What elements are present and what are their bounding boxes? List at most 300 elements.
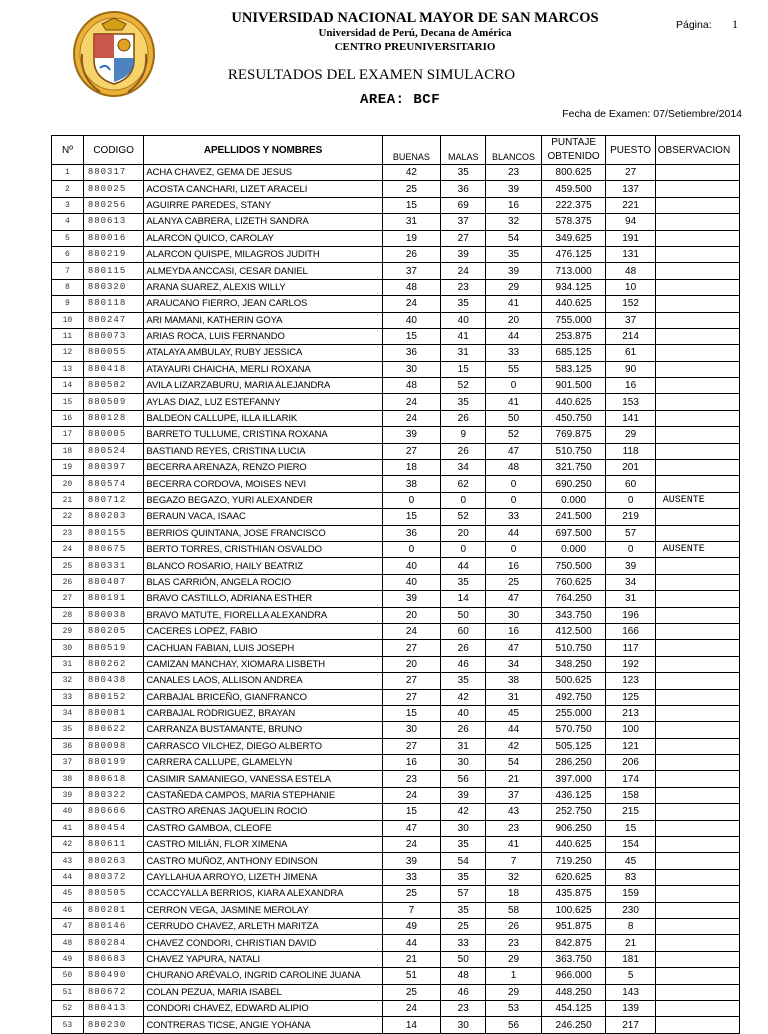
table-row	[52, 705, 740, 721]
row-blancos: 38	[486, 673, 541, 689]
row-blancos: 37	[486, 787, 541, 803]
row-puesto: 5	[606, 968, 655, 984]
row-buenas: 20	[382, 656, 441, 672]
header-blancos: BLANCOS	[486, 137, 541, 165]
row-code: 880199	[83, 755, 144, 771]
row-number: 5	[52, 230, 84, 246]
row-name: BASTIAND REYES, CRISTINA LUCIA	[144, 443, 382, 459]
row-puntaje: 440.625	[541, 296, 606, 312]
table-row	[52, 656, 740, 672]
row-name: ALMEYDA ANCCASI, CESAR DANIEL	[144, 263, 382, 279]
row-number: 44	[52, 869, 84, 885]
row-number: 13	[52, 361, 84, 377]
row-observacion	[655, 902, 739, 918]
row-code: 880490	[83, 968, 144, 984]
row-name: CAMIZAN MANCHAY, XIOMARA LISBETH	[144, 656, 382, 672]
row-number: 49	[52, 951, 84, 967]
row-observacion	[655, 787, 739, 803]
row-name: BLAS CARRIÓN, ANGELA ROCIO	[144, 574, 382, 590]
row-code: 880519	[83, 640, 144, 656]
table-row	[52, 935, 740, 951]
header-code: CODIGO	[83, 136, 144, 165]
table-row	[52, 722, 740, 738]
row-number: 46	[52, 902, 84, 918]
row-puesto: 159	[606, 886, 655, 902]
row-observacion	[655, 214, 739, 230]
row-number: 6	[52, 246, 84, 262]
table-row	[52, 378, 740, 394]
row-number: 50	[52, 968, 84, 984]
row-blancos: 33	[486, 345, 541, 361]
row-puntaje: 348.250	[541, 656, 606, 672]
row-malas: 35	[441, 673, 486, 689]
row-malas: 60	[441, 623, 486, 639]
row-number: 15	[52, 394, 84, 410]
row-blancos: 56	[486, 1017, 541, 1033]
table-row	[52, 427, 740, 443]
row-observacion	[655, 1000, 739, 1016]
table-row	[52, 607, 740, 623]
row-puntaje: 755.000	[541, 312, 606, 328]
row-malas: 30	[441, 820, 486, 836]
row-name: CONTRERAS TICSE, ANGIE YOHANA	[144, 1017, 382, 1033]
row-buenas: 49	[382, 918, 441, 934]
row-number: 19	[52, 460, 84, 476]
row-observacion	[655, 673, 739, 689]
row-puesto: 137	[606, 181, 655, 197]
row-buenas: 30	[382, 361, 441, 377]
row-buenas: 27	[382, 689, 441, 705]
row-malas: 52	[441, 509, 486, 525]
row-name: CARBAJAL RODRIGUEZ, BRAYAN	[144, 705, 382, 721]
row-observacion	[655, 623, 739, 639]
row-puntaje: 436.125	[541, 787, 606, 803]
row-observacion	[655, 509, 739, 525]
row-puesto: 21	[606, 935, 655, 951]
row-puntaje: 719.250	[541, 853, 606, 869]
row-name: AGUIRRE PAREDES, STANY	[144, 197, 382, 213]
row-number: 16	[52, 410, 84, 426]
row-puntaje: 412.500	[541, 623, 606, 639]
row-name: BRAVO CASTILLO, ADRIANA ESTHER	[144, 591, 382, 607]
row-buenas: 24	[382, 787, 441, 803]
row-puntaje: 492.750	[541, 689, 606, 705]
row-malas: 26	[441, 722, 486, 738]
row-number: 22	[52, 509, 84, 525]
table-row	[52, 968, 740, 984]
row-puesto: 214	[606, 328, 655, 344]
row-name: BARRETO TULLUME, CRISTINA ROXANA	[144, 427, 382, 443]
row-puesto: 48	[606, 263, 655, 279]
row-puntaje: 241.500	[541, 509, 606, 525]
table-row	[52, 623, 740, 639]
row-puesto: 230	[606, 902, 655, 918]
row-name: BLANCO ROSARIO, HAILY BEATRIZ	[144, 558, 382, 574]
row-name: CCACCYALLA BERRIOS, KIARA ALEXANDRA	[144, 886, 382, 902]
row-puesto: 219	[606, 509, 655, 525]
row-malas: 26	[441, 410, 486, 426]
row-observacion	[655, 476, 739, 492]
row-observacion	[655, 361, 739, 377]
row-buenas: 24	[382, 296, 441, 312]
row-code: 880038	[83, 607, 144, 623]
row-observacion	[655, 394, 739, 410]
table-row	[52, 673, 740, 689]
row-buenas: 24	[382, 394, 441, 410]
row-observacion	[655, 328, 739, 344]
row-malas: 57	[441, 886, 486, 902]
row-puesto: 0	[606, 541, 655, 557]
row-blancos: 0	[486, 492, 541, 508]
row-puntaje: 440.625	[541, 394, 606, 410]
row-number: 47	[52, 918, 84, 934]
row-blancos: 44	[486, 525, 541, 541]
row-code: 880128	[83, 410, 144, 426]
row-blancos: 53	[486, 1000, 541, 1016]
row-blancos: 43	[486, 804, 541, 820]
row-malas: 48	[441, 968, 486, 984]
row-name: ARAUCANO FIERRO, JEAN CARLOS	[144, 296, 382, 312]
row-puntaje: 505.125	[541, 738, 606, 754]
row-puntaje: 450.750	[541, 410, 606, 426]
row-malas: 35	[441, 902, 486, 918]
row-name: ACHA CHAVEZ, GEMA DE JESUS	[144, 165, 382, 181]
row-buenas: 23	[382, 771, 441, 787]
row-puesto: 60	[606, 476, 655, 492]
row-name: ATAYAURI CHAICHA, MERLI ROXANA	[144, 361, 382, 377]
row-puntaje: 697.500	[541, 525, 606, 541]
row-puesto: 8	[606, 918, 655, 934]
row-number: 7	[52, 263, 84, 279]
row-puesto: 118	[606, 443, 655, 459]
row-puesto: 158	[606, 787, 655, 803]
row-name: CASTRO MILIÁN, FLOR XIMENA	[144, 837, 382, 853]
row-malas: 46	[441, 984, 486, 1000]
header-name: APELLIDOS Y NOMBRES	[144, 136, 382, 165]
row-name: BERTO TORRES, CRISTHIAN OSVALDO	[144, 541, 382, 557]
row-observacion	[655, 525, 739, 541]
row-malas: 36	[441, 181, 486, 197]
row-malas: 33	[441, 935, 486, 951]
row-name: BRAVO MATUTE, FIORELLA ALEXANDRA	[144, 607, 382, 623]
row-puntaje: 252.750	[541, 804, 606, 820]
row-code: 880152	[83, 689, 144, 705]
row-blancos: 32	[486, 214, 541, 230]
row-malas: 26	[441, 443, 486, 459]
row-puntaje: 901.500	[541, 378, 606, 394]
row-code: 880397	[83, 460, 144, 476]
table-row	[52, 165, 740, 181]
row-malas: 0	[441, 541, 486, 557]
row-puntaje: 321.750	[541, 460, 606, 476]
row-malas: 56	[441, 771, 486, 787]
table-row	[52, 394, 740, 410]
row-buenas: 39	[382, 427, 441, 443]
row-blancos: 16	[486, 558, 541, 574]
row-observacion	[655, 656, 739, 672]
table-row	[52, 574, 740, 590]
row-number: 28	[52, 607, 84, 623]
row-blancos: 1	[486, 968, 541, 984]
row-buenas: 44	[382, 935, 441, 951]
row-buenas: 7	[382, 902, 441, 918]
row-puntaje: 253.875	[541, 328, 606, 344]
row-code: 880191	[83, 591, 144, 607]
row-number: 26	[52, 574, 84, 590]
row-observacion: AUSENTE	[655, 541, 739, 557]
row-buenas: 25	[382, 984, 441, 1000]
row-malas: 42	[441, 689, 486, 705]
row-code: 880438	[83, 673, 144, 689]
university-subtitle: Universidad de Perú, Decana de América	[318, 27, 512, 39]
row-malas: 35	[441, 394, 486, 410]
row-blancos: 29	[486, 951, 541, 967]
row-blancos: 39	[486, 181, 541, 197]
row-puesto: 131	[606, 246, 655, 262]
table-row	[52, 476, 740, 492]
row-buenas: 15	[382, 705, 441, 721]
row-observacion	[655, 558, 739, 574]
row-name: AVILA LIZARZABURU, MARIA ALEJANDRA	[144, 378, 382, 394]
row-buenas: 27	[382, 443, 441, 459]
row-observacion	[655, 574, 739, 590]
row-buenas: 26	[382, 246, 441, 262]
row-number: 24	[52, 541, 84, 557]
row-puesto: 100	[606, 722, 655, 738]
row-code: 880331	[83, 558, 144, 574]
area-title: AREA: BCF	[360, 92, 441, 108]
row-blancos: 23	[486, 820, 541, 836]
row-number: 17	[52, 427, 84, 443]
table-row	[52, 410, 740, 426]
row-malas: 31	[441, 345, 486, 361]
row-puntaje: 760.625	[541, 574, 606, 590]
row-name: CACHUAN FABIAN, LUIS JOSEPH	[144, 640, 382, 656]
row-number: 30	[52, 640, 84, 656]
row-number: 45	[52, 886, 84, 902]
row-code: 880322	[83, 787, 144, 803]
row-observacion	[655, 771, 739, 787]
row-name: ALANYA CABRERA, LIZETH SANDRA	[144, 214, 382, 230]
row-number: 25	[52, 558, 84, 574]
row-number: 35	[52, 722, 84, 738]
row-buenas: 27	[382, 640, 441, 656]
row-name: CARRERA CALLUPE, GLAMELYN	[144, 755, 382, 771]
row-name: CHAVEZ CONDORI, CHRISTIAN DAVID	[144, 935, 382, 951]
row-puntaje: 0.000	[541, 541, 606, 557]
row-blancos: 34	[486, 656, 541, 672]
row-number: 39	[52, 787, 84, 803]
row-puesto: 117	[606, 640, 655, 656]
table-row	[52, 246, 740, 262]
table-row	[52, 558, 740, 574]
row-observacion	[655, 279, 739, 295]
row-observacion	[655, 689, 739, 705]
row-puntaje: 690.250	[541, 476, 606, 492]
table-row	[52, 951, 740, 967]
row-malas: 25	[441, 918, 486, 934]
row-puntaje: 800.625	[541, 165, 606, 181]
row-malas: 39	[441, 246, 486, 262]
row-observacion	[655, 705, 739, 721]
row-observacion	[655, 607, 739, 623]
row-puesto: 57	[606, 525, 655, 541]
row-name: AYLAS DIAZ, LUZ ESTEFANNY	[144, 394, 382, 410]
row-blancos: 41	[486, 837, 541, 853]
row-observacion	[655, 853, 739, 869]
table-row	[52, 853, 740, 869]
row-malas: 31	[441, 738, 486, 754]
row-blancos: 0	[486, 378, 541, 394]
row-observacion	[655, 443, 739, 459]
table-row	[52, 738, 740, 754]
row-name: CERRUDO CHAVEZ, ARLETH MARITZA	[144, 918, 382, 934]
exam-date: Fecha de Examen: 07/Setiembre/2014	[562, 108, 742, 120]
table-row	[52, 755, 740, 771]
row-puntaje: 0.000	[541, 492, 606, 508]
row-observacion	[655, 968, 739, 984]
row-name: ATALAYA AMBULAY, RUBY JESSICA	[144, 345, 382, 361]
table-row	[52, 837, 740, 853]
row-number: 32	[52, 673, 84, 689]
row-blancos: 48	[486, 460, 541, 476]
row-observacion	[655, 640, 739, 656]
row-puesto: 125	[606, 689, 655, 705]
row-code: 880622	[83, 722, 144, 738]
row-code: 880247	[83, 312, 144, 328]
table-row	[52, 460, 740, 476]
row-code: 880203	[83, 509, 144, 525]
row-number: 4	[52, 214, 84, 230]
row-puesto: 39	[606, 558, 655, 574]
row-puesto: 61	[606, 345, 655, 361]
row-number: 31	[52, 656, 84, 672]
row-name: CASTRO GAMBOA, CLEOFE	[144, 820, 382, 836]
row-code: 880574	[83, 476, 144, 492]
row-blancos: 21	[486, 771, 541, 787]
row-number: 37	[52, 755, 84, 771]
row-buenas: 15	[382, 509, 441, 525]
row-malas: 26	[441, 640, 486, 656]
row-blancos: 16	[486, 623, 541, 639]
row-malas: 40	[441, 312, 486, 328]
row-code: 880413	[83, 1000, 144, 1016]
row-buenas: 24	[382, 410, 441, 426]
row-puesto: 143	[606, 984, 655, 1000]
row-blancos: 41	[486, 394, 541, 410]
row-malas: 35	[441, 296, 486, 312]
row-puntaje: 842.875	[541, 935, 606, 951]
row-puntaje: 476.125	[541, 246, 606, 262]
row-number: 12	[52, 345, 84, 361]
row-puesto: 139	[606, 1000, 655, 1016]
row-observacion	[655, 869, 739, 885]
row-puntaje: 246.250	[541, 1017, 606, 1033]
row-buenas: 48	[382, 378, 441, 394]
row-puesto: 123	[606, 673, 655, 689]
row-number: 10	[52, 312, 84, 328]
row-malas: 44	[441, 558, 486, 574]
row-blancos: 7	[486, 853, 541, 869]
row-number: 34	[52, 705, 84, 721]
row-puesto: 37	[606, 312, 655, 328]
row-buenas: 21	[382, 951, 441, 967]
row-blancos: 52	[486, 427, 541, 443]
row-buenas: 27	[382, 738, 441, 754]
table-row	[52, 541, 740, 557]
row-puntaje: 583.125	[541, 361, 606, 377]
row-observacion	[655, 1017, 739, 1033]
row-buenas: 36	[382, 345, 441, 361]
row-puntaje: 769.875	[541, 427, 606, 443]
row-buenas: 51	[382, 968, 441, 984]
row-puesto: 153	[606, 394, 655, 410]
row-buenas: 15	[382, 804, 441, 820]
row-code: 880683	[83, 951, 144, 967]
row-buenas: 30	[382, 722, 441, 738]
row-buenas: 15	[382, 328, 441, 344]
row-code: 880219	[83, 246, 144, 262]
row-puntaje: 510.750	[541, 640, 606, 656]
row-buenas: 0	[382, 492, 441, 508]
row-puntaje: 435.875	[541, 886, 606, 902]
row-blancos: 0	[486, 476, 541, 492]
row-buenas: 18	[382, 460, 441, 476]
table-row	[52, 492, 740, 508]
table-row	[52, 640, 740, 656]
row-malas: 27	[441, 230, 486, 246]
row-name: BERRIOS QUINTANA, JOSE FRANCISCO	[144, 525, 382, 541]
row-code: 880284	[83, 935, 144, 951]
row-observacion	[655, 246, 739, 262]
row-puesto: 141	[606, 410, 655, 426]
row-number: 42	[52, 837, 84, 853]
row-name: ARANA SUAREZ, ALEXIS WILLY	[144, 279, 382, 295]
row-name: BECERRA CORDOVA, MOISES NEVI	[144, 476, 382, 492]
row-buenas: 48	[382, 279, 441, 295]
row-number: 8	[52, 279, 84, 295]
row-puesto: 166	[606, 623, 655, 639]
row-malas: 39	[441, 787, 486, 803]
table-row	[52, 214, 740, 230]
row-puesto: 34	[606, 574, 655, 590]
row-number: 48	[52, 935, 84, 951]
row-buenas: 36	[382, 525, 441, 541]
row-malas: 69	[441, 197, 486, 213]
row-puntaje: 100.625	[541, 902, 606, 918]
row-blancos: 35	[486, 246, 541, 262]
row-observacion	[655, 345, 739, 361]
table-row	[52, 509, 740, 525]
row-number: 53	[52, 1017, 84, 1033]
row-number: 43	[52, 853, 84, 869]
row-code: 880372	[83, 869, 144, 885]
row-name: ARI MAMANI, KATHERIN GOYA	[144, 312, 382, 328]
row-blancos: 29	[486, 279, 541, 295]
row-observacion	[655, 951, 739, 967]
row-puesto: 181	[606, 951, 655, 967]
row-puntaje: 397.000	[541, 771, 606, 787]
row-name: ALARCON QUISPE, MILAGROS JUDITH	[144, 246, 382, 262]
row-code: 880317	[83, 165, 144, 181]
row-buenas: 39	[382, 591, 441, 607]
row-name: ALARCON QUICO, CAROLAY	[144, 230, 382, 246]
row-number: 11	[52, 328, 84, 344]
row-puntaje: 286.250	[541, 755, 606, 771]
row-code: 880155	[83, 525, 144, 541]
table-row	[52, 787, 740, 803]
row-observacion	[655, 410, 739, 426]
